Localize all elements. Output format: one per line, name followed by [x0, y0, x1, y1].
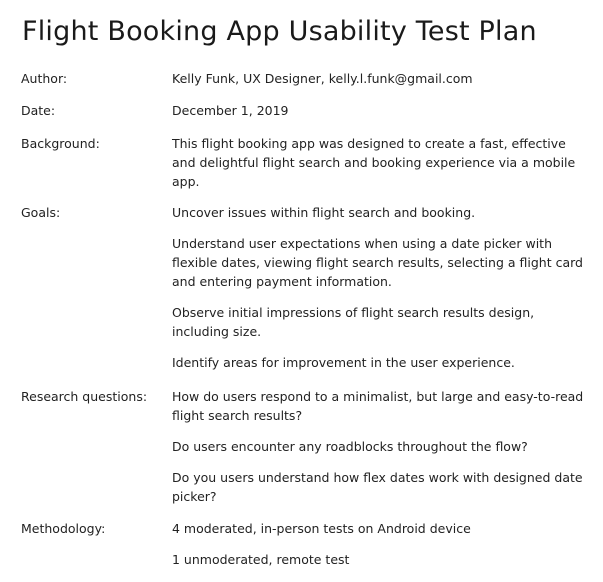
background-label: Background: — [21, 136, 100, 151]
author-label: Author: — [21, 71, 68, 86]
goal-item: Observe initial impressions of flight search results design, including size. — [172, 305, 535, 339]
date-label: Date: — [21, 103, 56, 118]
research-question-item: Do you users understand how flex dates work with designed date picker? — [172, 470, 583, 504]
goal-item: Uncover issues within flight search and booking. — [172, 205, 476, 220]
date-value-block — [172, 101, 592, 120]
methodology-item: 1 unmoderated, remote test — [172, 552, 350, 567]
background-value-block — [172, 134, 592, 191]
research-question-item: Do users encounter any roadblocks throughout the flow? — [172, 439, 528, 454]
methodology-list — [172, 519, 592, 569]
page-title: Flight Booking App Usability Test Plan — [22, 16, 537, 47]
goals-label: Goals: — [21, 205, 61, 220]
author-value-block — [172, 69, 592, 88]
background-value: This flight booking app was designed to create a fast, effective and delightful flight search and booking experience via a mobile app. — [172, 136, 576, 189]
research-questions-list — [172, 387, 592, 506]
methodology-item: 4 moderated, in-person tests on Android device — [172, 521, 471, 536]
date-value: December 1, 2019 — [172, 103, 289, 118]
research-questions-label: Research questions: — [21, 389, 148, 404]
goals-list — [172, 203, 592, 372]
goal-item: Identify areas for improvement in the user experience. — [172, 355, 515, 370]
goal-item: Understand user expectations when using a date picker with flexible dates, viewing flight search results, selecting a flight card and entering payment information. — [172, 236, 583, 289]
methodology-label: Methodology: — [21, 521, 106, 536]
research-question-item: How do users respond to a minimalist, but large and easy-to-read flight search results? — [172, 389, 584, 423]
author-value: Kelly Funk, UX Designer, kelly.l.funk@gmail.com — [172, 71, 473, 86]
